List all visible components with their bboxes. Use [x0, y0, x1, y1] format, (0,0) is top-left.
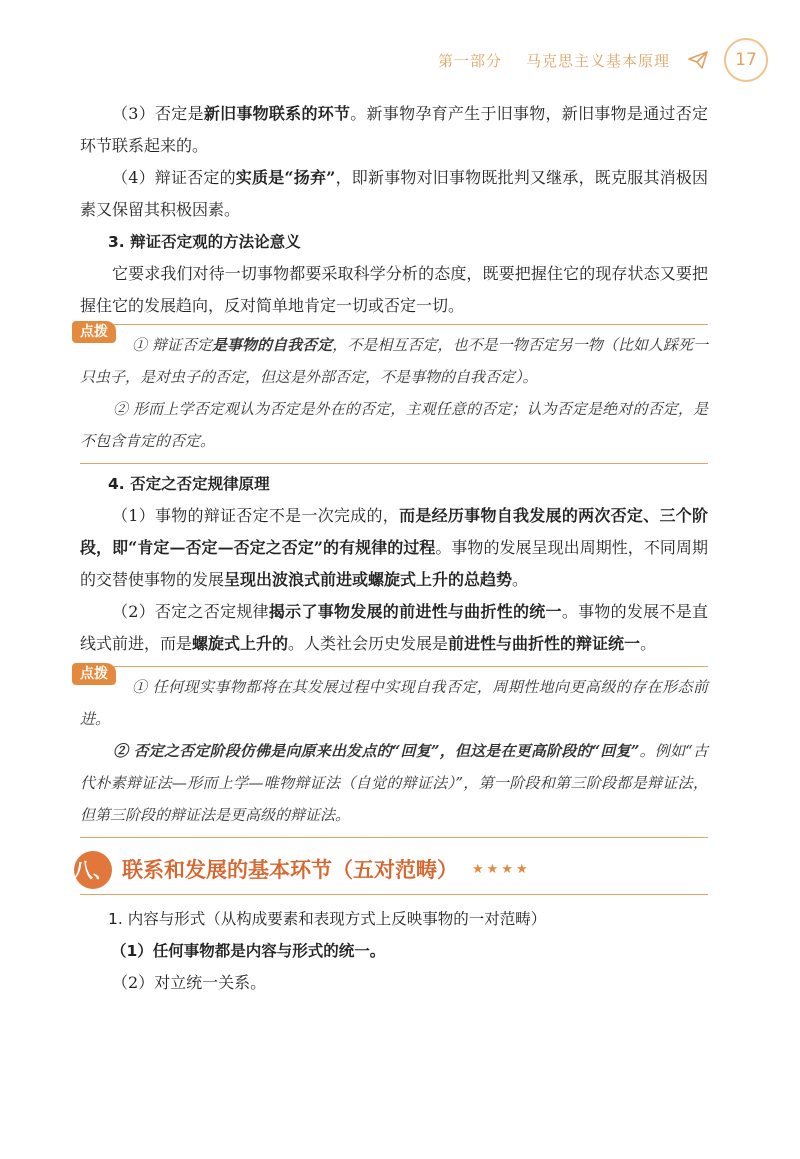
tip-box-2 [80, 666, 708, 838]
paragraph-negation-law-1: （1）事物的辩证否定不是一次完成的，而是经历事物自我发展的两次否定、三个阶段，即“肯定—否定—否定之否定”的有规律的过程。事物的发展呈现出周期性，不同周期的交替使事物的发展呈现出波浪式前进或螺旋式上升的总趋势。 [80, 506, 708, 589]
tip-badge: 点拨 [72, 663, 116, 685]
page-content [73, 98, 708, 999]
tip-badge: 点拨 [72, 321, 116, 343]
paper-plane-icon [688, 51, 708, 69]
header-title: 马克思主义基本原理 [525, 51, 670, 70]
tip2-point-2: ② 否定之否定阶段仿佛是向原来出发点的“回复”，但这是在更高阶段的“回复”。例如“古代朴素辩证法—形而上学—唯物辩证法（自觉的辩证法）”，第一阶段和第三阶段都是辩证法，但第三阶段的辩证法是更高级的辩证法。 [80, 742, 708, 824]
heading-content-form: 1. 内容与形式（从构成要素和表现方式上反映事物的一对范畴） [108, 910, 547, 928]
paragraph-content-form-1: （1）任何事物都是内容与形式的统一。 [111, 942, 386, 960]
paragraph-negation-law-2: （2）否定之否定规律揭示了事物发展的前进性与曲折性的统一。事物的发展不是直线式前进，而是螺旋式上升的。人类社会历史发展是前进性与曲折性的辩证统一。 [80, 602, 708, 653]
tip-box-1 [80, 324, 708, 464]
paragraph-methodology: 它要求我们对待一切事物都要采取科学分析的态度，既要把握住它的现存状态又要把握住它的发展趋向，反对简单地肯定一切或否定一切。 [80, 264, 708, 315]
section-header-8 [73, 846, 708, 895]
paragraph-content-form-2: （2）对立统一关系。 [112, 973, 267, 992]
tip2-point-1: ① 任何现实事物都将在其发展过程中实现自我否定，周期性地向更高级的存在形态前进。 [80, 678, 708, 728]
section-title: 联系和发展的基本环节（五对范畴） [122, 858, 458, 882]
tip1-point-1: ① 辩证否定是事物的自我否定，不是相互否定，也不是一物否定另一物（比如人踩死一只虫子，是对虫子的否定，但这是外部否定，不是事物的自我否定）。 [80, 336, 708, 386]
header-part: 第一部分 [437, 51, 502, 70]
tip1-point-2: ② 形而上学否定观认为否定是外在的否定，主观任意的否定；认为否定是绝对的否定，是不包含肯定的否定。 [80, 400, 708, 450]
importance-stars: ★★★★ [472, 862, 531, 877]
section-number-badge: 八、 [74, 851, 112, 889]
paragraph-negation-link: （3）否定是新旧事物联系的环节。新事物孕育产生于旧事物，新旧事物是通过否定环节联系起来的。 [80, 104, 708, 155]
heading-negation-of-negation: 4. 否定之否定规律原理 [108, 475, 270, 493]
page-number: 17 [724, 38, 768, 82]
paragraph-negation-essence: （4）辩证否定的实质是“扬弃”，即新事物对旧事物既批判又继承，既克服其消极因素又保留其积极因素。 [80, 168, 708, 219]
heading-methodology: 3. 辩证否定观的方法论意义 [108, 233, 301, 251]
page-header [438, 38, 768, 82]
